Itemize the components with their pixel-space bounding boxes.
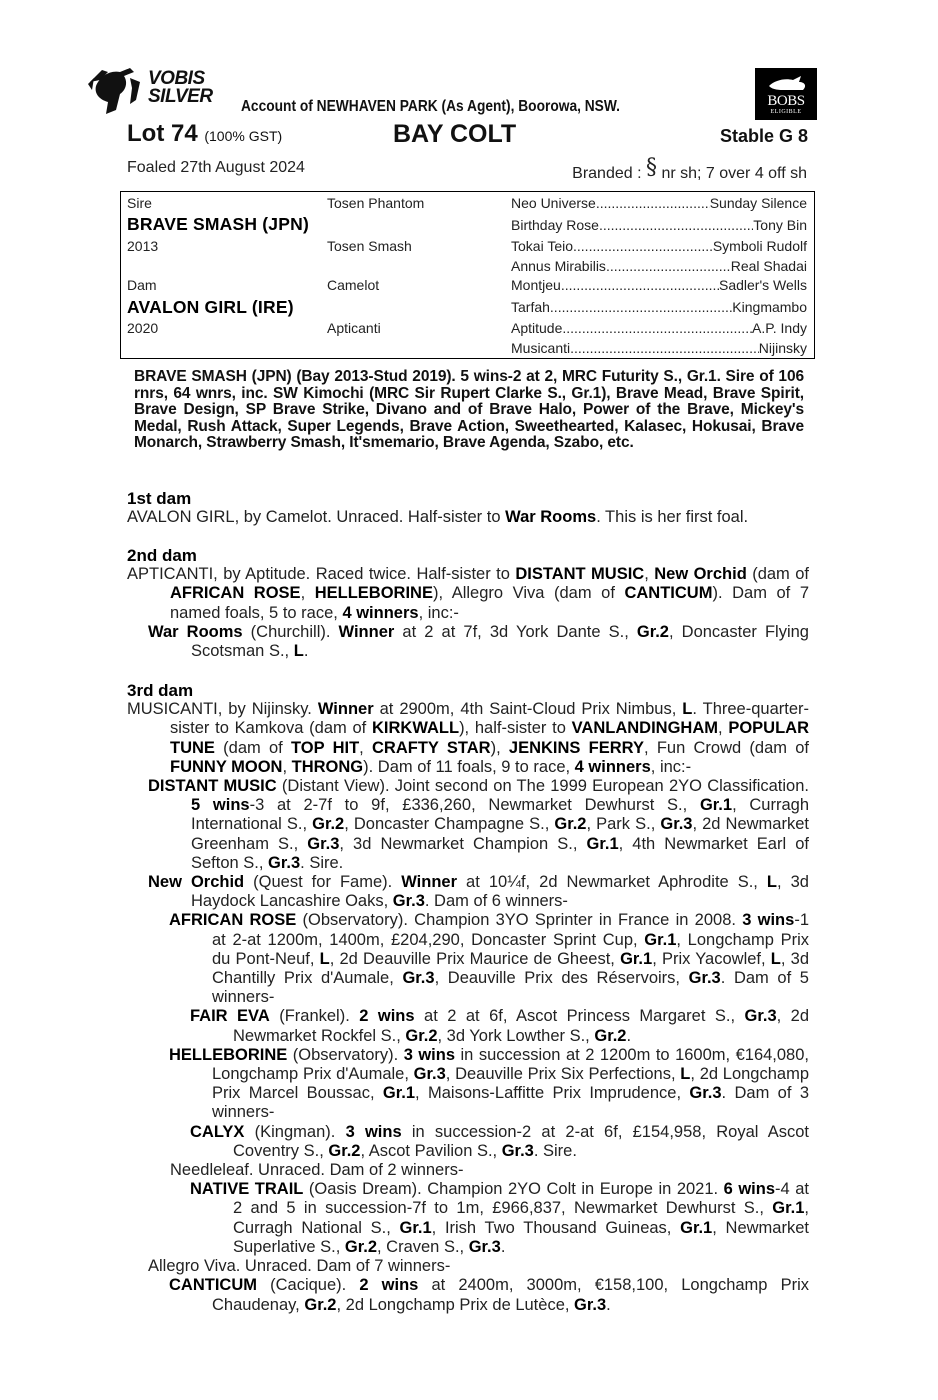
gst-note: (100% GST) — [204, 128, 283, 144]
section-heading: 2nd dam — [127, 546, 197, 565]
sire-summary: BRAVE SMASH (JPN) (Bay 2013-Stud 2019). 5 wins-2 at 2, MRC Futurity S., Gr.1. Sire of 106 rnrs, 64 wnrs, inc. SW Kimochi (MRC Sir Rupert Clarke S., Gr.1), Brave Mead, Brave Spirit, Brave Design, SP Brave Strike, Divano and of Brave Halo, Power of the Brave, Mickey's Medal, Rush Attack, Super Legends, Brave Action, Sweethearted, Kalasec, Hokusai, Brave Monarch, Strawberry Smash, It'smemario, Brave Agenda, Szabo, etc. — [134, 368, 804, 451]
second-dam-text: APTICANTI, by Aptitude. Raced twice. Half-sister to DISTANT MUSIC, New Orchid (dam of AFRICAN ROSE, HELLEBORINE), Allegro Viva (dam of CANTICUM). Dam of 7 named foals, 5 to race, 4 winners, inc:- — [127, 565, 810, 622]
ancestor-row: Birthday Rose ..... Tony Bin — [511, 217, 807, 233]
ancestor-row: Tarfah ..... Kingmambo — [511, 299, 807, 315]
foaled-date: Foaled 27th August 2024 — [127, 159, 305, 176]
bobs-eligible-badge: BOBS ELIGIBLE — [755, 68, 817, 120]
progeny-entry-african-rose: AFRICAN ROSE (Observatory). Champion 3YO Sprinter in France in 2008. 3 wins-1 at 2-at 1200m, 1400m, £204,290, Doncaster Sprint Cup, Gr.1, Longchamp Prix du Pont-Neuf, L, 2d Deauville Prix Maurice de Gheest, Gr.1, Prix Yacowlef, L, 3d Chantilly Prix d'Aumale, Gr.3, Deauville Prix des Réservoirs, Gr.3. Dam of 5 winners- — [169, 911, 810, 1007]
sire-year: 2013 — [127, 238, 159, 254]
brand-mark-icon: § — [645, 155, 657, 180]
section-heading: 1st dam — [127, 489, 192, 508]
dam-name: AVALON GIRL (IRE) — [127, 297, 294, 317]
ancestor-row: Neo Universe ..... Sunday Silence — [511, 195, 807, 211]
sire-sire: Tosen Phantom — [327, 195, 425, 211]
ancestor-row: Montjeu ..... Sadler's Wells — [511, 277, 807, 293]
ancestor-row: Musicanti ..... Nijinsky — [511, 340, 807, 356]
sire-dam: Tosen Smash — [327, 238, 412, 254]
progeny-entry-native-trail: NATIVE TRAIL (Oasis Dream). Champion 2YO Colt in Europe in 2021. 6 wins-4 at 2 and 5 in succession-7f to 1m, £966,837, Newmarket Dewhurst S., Gr.1, Curragh National S., Gr.1, Irish Two Thousand Guineas, Gr.1, Newmarket Superlative S., Gr.2, Craven S., Gr.3. — [190, 1180, 809, 1256]
progeny-entry-helleborine: HELLEBORINE (Observatory). 3 wins in succession at 2 1200m to 1600m, €164,080, Longchamp Prix d'Aumale, Gr.3, Deauville Prix Six Perfections, L, 2d Longchamp Prix Marcel Boussac, Gr.1, Maisons-Laffitte Prix Imprudence, Gr.3. Dam of 3 winners- — [169, 1045, 809, 1122]
progeny-entry: War Rooms (Churchill). Winner at 2 at 7f, 3d York Dante S., Gr.2, Doncaster Flying Scotsman S., L. — [148, 622, 809, 661]
progeny-entry-allegro-viva: Allegro Viva. Unraced. Dam of 7 winners- — [148, 1257, 451, 1276]
horse-description: BAY COLT — [393, 120, 517, 148]
progeny-entry-canticum: CANTICUM (Cacique). 2 wins at 2400m, 3000m, €158,100, Longchamp Prix Chaudenay, Gr.2, 2d Longchamp Prix de Lutèce, Gr.3. — [169, 1276, 810, 1314]
third-dam-section — [127, 681, 809, 1315]
section-heading: 3rd dam — [127, 681, 194, 700]
horse-rider-icon — [86, 64, 146, 116]
first-dam-section — [127, 489, 809, 527]
progeny-entry-new-orchid: New Orchid (Quest for Fame). Winner at 10¼f, 2d Newmarket Aphrodite S., L, 3d Haydock Lancashire Oaks, Gr.3. Dam of 6 winners- — [148, 873, 809, 911]
branded-info: Branded : § nr sh; 7 over 4 off sh — [572, 155, 807, 182]
progeny-entry-distant-music: DISTANT MUSIC (Distant View). Joint second on The 1999 European 2YO Classification. 5 wins-3 at 2-7f to 9f, £336,260, Newmarket Dewhurst S., Gr.1, Curragh International S., Gr.2, Doncaster Champagne S., Gr.2, Park S., Gr.3, 2d Newmarket Greenham S., Gr.3, 3d Newmarket Champion S., Gr.1, 4th Newmarket Earl of Sefton S., Gr.3. Sire. — [148, 777, 809, 872]
third-dam-text: MUSICANTI, by Nijinsky. Winner at 2900m, 4th Saint-Cloud Prix Nimbus, L. Three-quarter-sister to Kamkova (dam of KIRKWALL), half-sister to VANLANDINGHAM, POPULAR TUNE (dam of TOP HIT, CRAFTY STAR), JENKINS FERRY, Fun Crowd (dam of FUNNY MOON, THRONG). Dam of 11 foals, 9 to race, 4 winners, inc:- — [127, 700, 810, 776]
dam-year: 2020 — [127, 320, 159, 336]
sire-label: Sire — [127, 195, 152, 211]
stable-location: Stable G 8 — [719, 126, 808, 146]
ancestor-row: Annus Mirabilis ..... Real Shadai — [511, 258, 807, 274]
lot-number: Lot 74 (100% GST) — [127, 120, 283, 147]
vendor-account: Account of NEWHAVEN PARK (As Agent), Boorowa, NSW. — [241, 98, 620, 115]
second-dam-section — [127, 546, 809, 661]
dam-label: Dam — [127, 277, 157, 293]
vobis-silver-wordmark: VOBIS SILVER — [148, 68, 213, 107]
first-dam-text: AVALON GIRL, by Camelot. Unraced. Half-sister to War Rooms. This is her first foal. — [127, 508, 749, 527]
pedigree-table — [120, 191, 815, 359]
progeny-entry-calyx: CALYX (Kingman). 3 wins in succession-2 at 2-at 6f, £154,958, Royal Ascot Coventry S., Gr.2, Ascot Pavilion S., Gr.3. Sire. — [190, 1122, 809, 1160]
sire-name: BRAVE SMASH (JPN) — [127, 214, 309, 234]
dam-sire: Camelot — [327, 277, 380, 293]
dam-dam: Apticanti — [327, 320, 381, 336]
ancestor-row: Aptitude ..... A.P. Indy — [511, 320, 807, 336]
progeny-entry-fair-eva: FAIR EVA (Frankel). 2 wins at 2 at 6f, Ascot Princess Margaret S., Gr.3, 2d Newmarket Rockfel S., Gr.2, 3d York Lowther S., Gr.2. — [190, 1007, 810, 1045]
progeny-entry-needleleaf: Needleleaf. Unraced. Dam of 2 winners- — [170, 1161, 464, 1180]
ancestor-row: Tokai Teio ..... Symboli Rudolf — [511, 238, 807, 254]
